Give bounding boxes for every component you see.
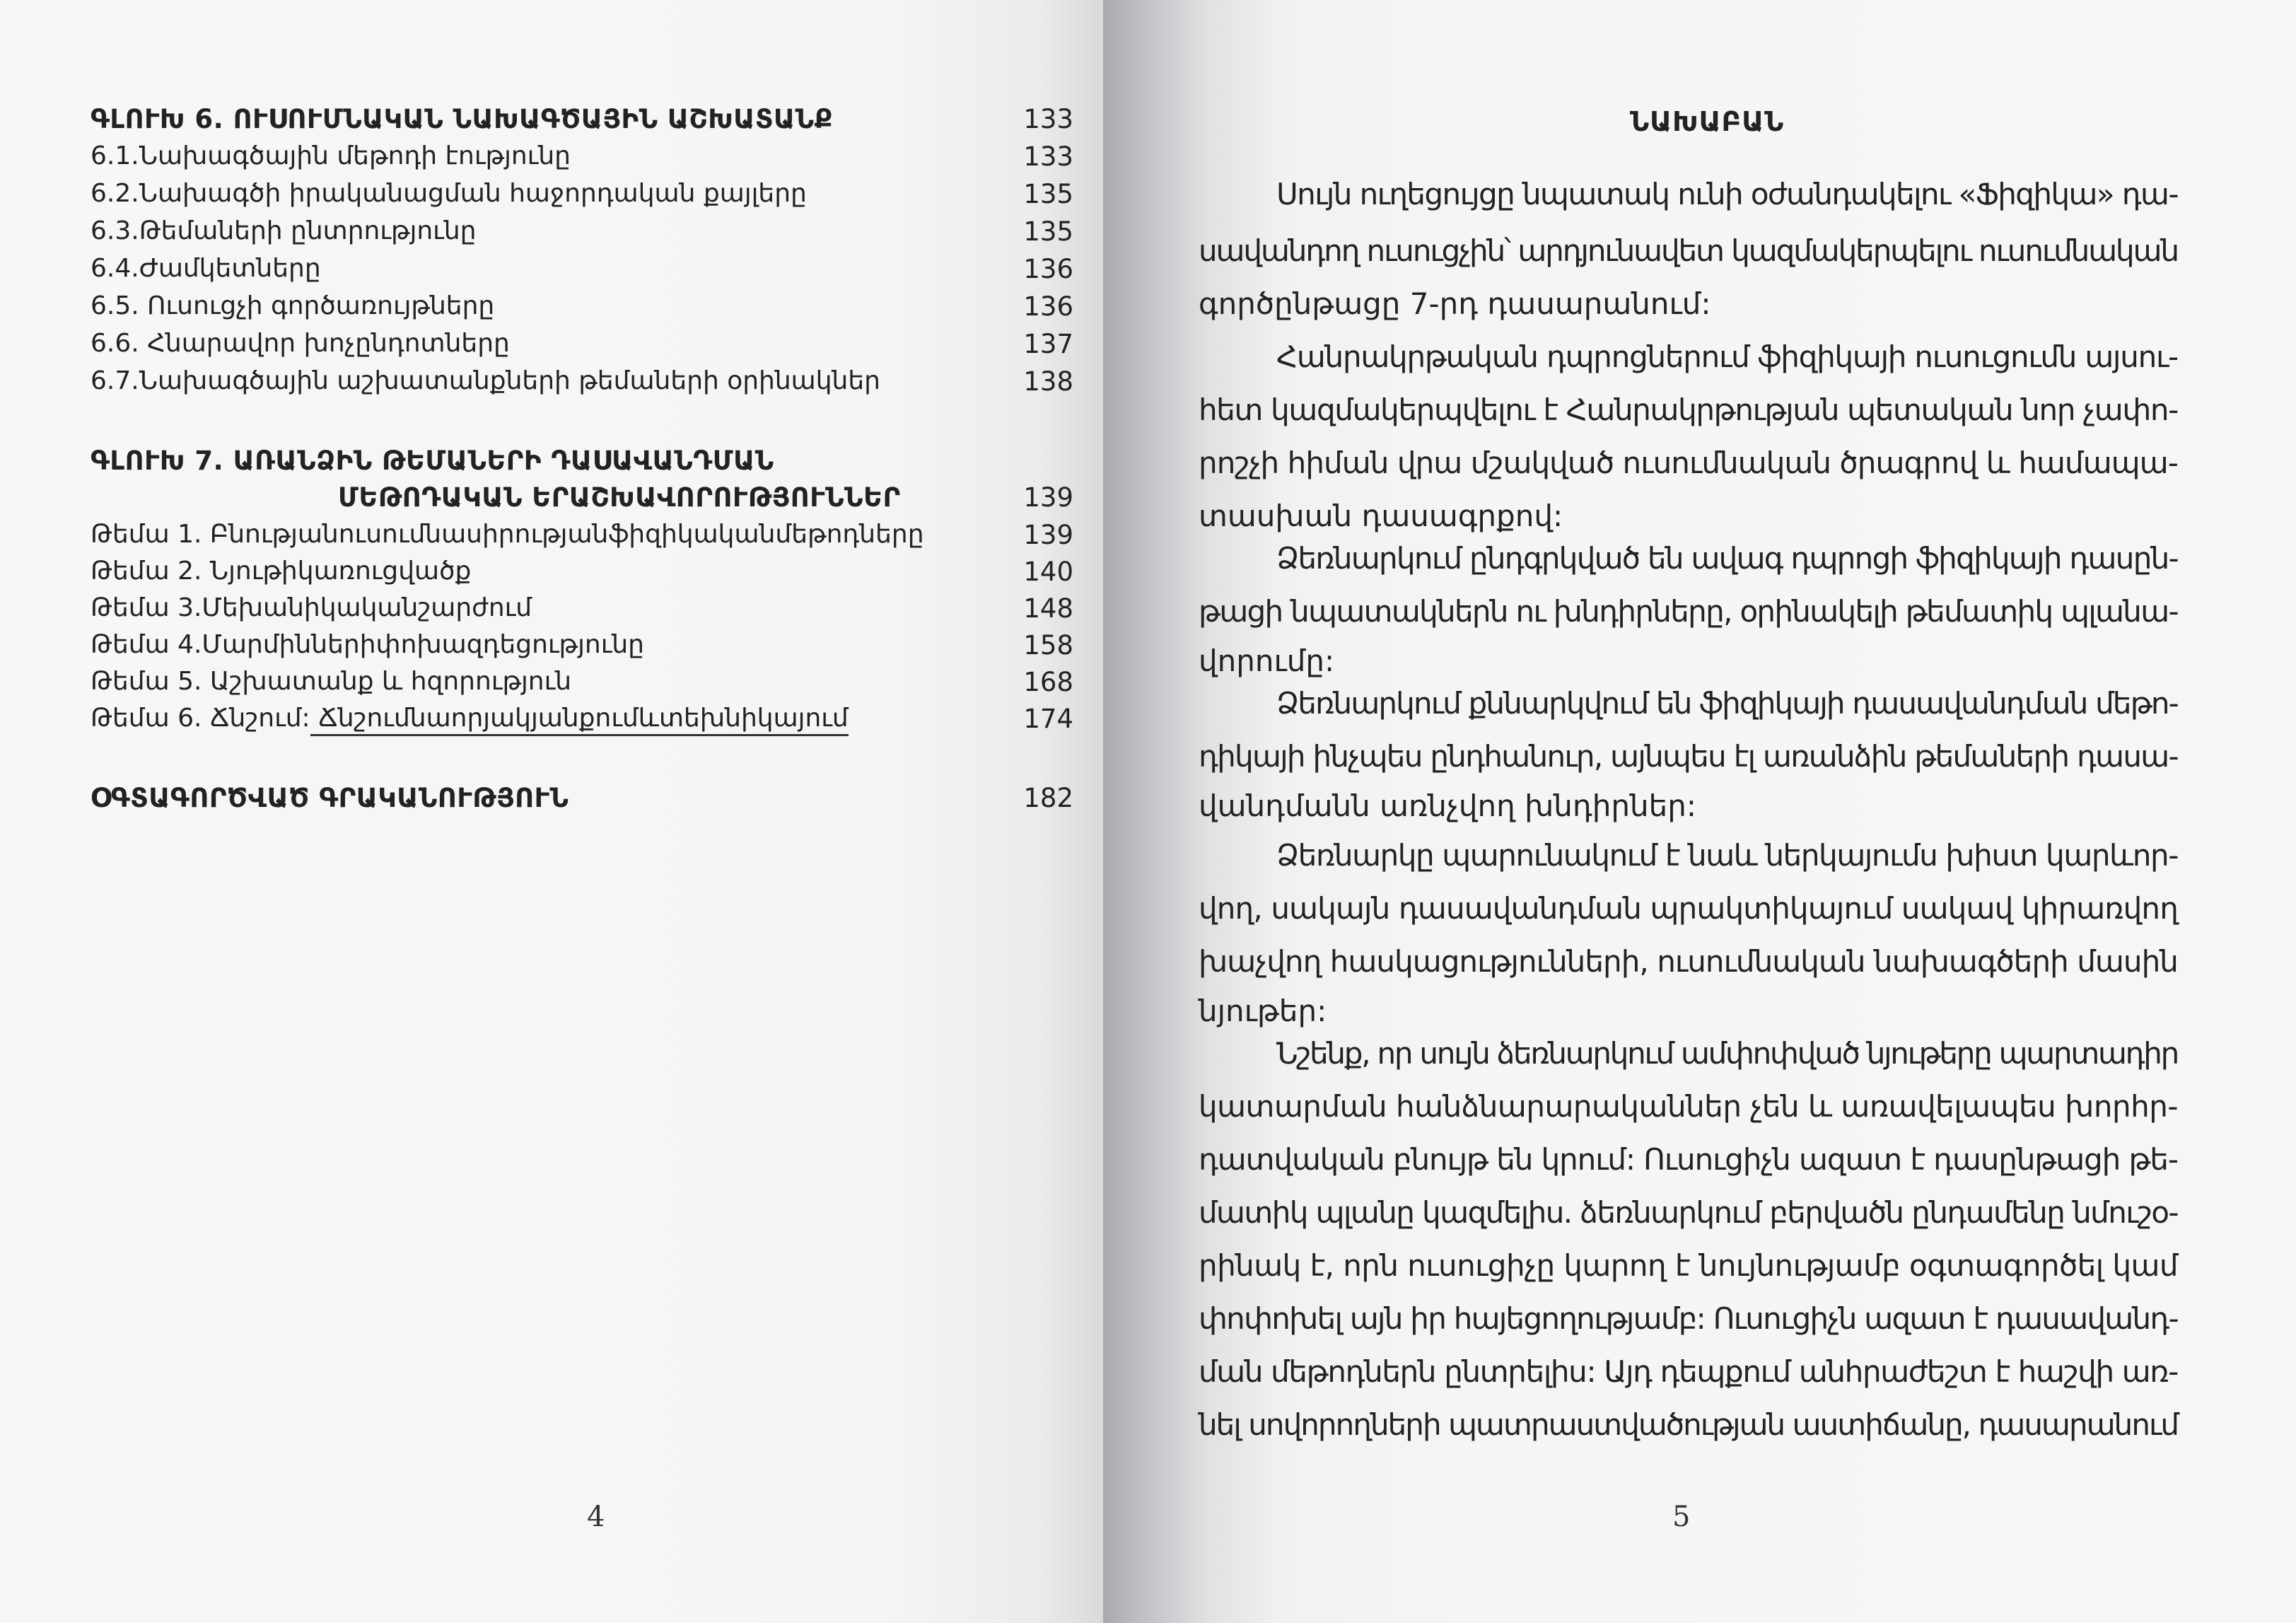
toc-page-number: 182 bbox=[1023, 783, 1073, 813]
toc-entry bbox=[91, 366, 1073, 403]
left-page-number: 4 bbox=[587, 1501, 605, 1533]
toc-page-number: 138 bbox=[1023, 366, 1073, 397]
right-page-number: 5 bbox=[1672, 1501, 1691, 1533]
toc-entry bbox=[91, 783, 1073, 820]
toc-label: Թեմա 2. Նյութիկառուցվածք bbox=[91, 557, 472, 586]
preface-line: նել սովորողների պատրաստվածության աստիճանը, դասարանում bbox=[1199, 1407, 2178, 1442]
preface-line: դիկայի ինչպես ընդհանուր, այնպես էլ առանձին թեմաների դասա- bbox=[1199, 739, 2178, 774]
preface-line: Ձեռնարկում ընդգրկված են ավագ դպրոցի ֆիզիկայի դասըն- bbox=[1276, 541, 2178, 576]
toc-label: 6.7.Նախագծային աշխատանքների թեմաների օրինակներ bbox=[91, 366, 880, 395]
toc-entry bbox=[91, 141, 1073, 178]
preface-line: Նշենք, որ սույն ձեռնարկում ամփոփված նյութերը պարտադիր bbox=[1276, 1036, 2178, 1071]
toc-label: Թեմա 5. Աշխատանք և հզորություն bbox=[91, 667, 572, 696]
toc-page-number: 135 bbox=[1023, 216, 1073, 247]
preface-line: սավանդող ուսուցչին՝ արդյունավետ կազմակերպելու ուսումնական bbox=[1199, 233, 2178, 268]
toc-label: ԳԼՈՒԽ 6. ՈՒՍՈՒՄՆԱԿԱՆ ՆԱԽԱԳԾԱՅԻՆ ԱՇԽԱՏԱՆՔ bbox=[91, 104, 833, 134]
toc-label-main: Թեմա 6. Ճնշում: bbox=[91, 704, 310, 733]
toc-label: Թեմա 3.Մեխանիկականշարժում bbox=[91, 593, 532, 622]
toc-entry bbox=[91, 630, 1073, 667]
preface-line: կատարման հանձնարարականներ չեն և առավելապես խորհր- bbox=[1199, 1089, 2178, 1124]
toc-label: ԳԼՈՒԽ 7. ԱՌԱՆՁԻՆ ԹԵՄԱՆԵՐԻ ԴԱՍԱՎԱՆԴՄԱՆ bbox=[91, 446, 774, 476]
toc-label: 6.3.Թեմաների ընտրությունը bbox=[91, 216, 477, 245]
preface-line: հետ կազմակերպվելու է Հանրակրթության պետական նոր չափո- bbox=[1199, 392, 2178, 427]
toc-entry bbox=[91, 520, 1073, 557]
toc-page-number: 140 bbox=[1023, 557, 1073, 587]
toc-label: 6.6. Հնարավոր խոչընդոտները bbox=[91, 329, 510, 358]
toc-page-number: 137 bbox=[1023, 329, 1073, 359]
preface-line: խաչվող հասկացությունների, ուսումնական նախագծերի մասին bbox=[1199, 944, 2178, 979]
toc-label: 6.1.Նախագծային մեթոդի էությունը bbox=[91, 141, 571, 170]
toc-entry bbox=[91, 104, 1073, 141]
toc-page-number: 136 bbox=[1023, 291, 1073, 322]
preface-line: վանդմանն առնչվող խնդիրներ: bbox=[1199, 789, 1696, 823]
preface-line: մատիկ պլանը կազմելիս. ձեռնարկում բերվածն ընդամենը նմուշօ- bbox=[1199, 1195, 2178, 1230]
toc-page-number: 135 bbox=[1023, 179, 1073, 209]
preface-line: Հանրակրթական դպրոցներում ֆիզիկայի ուսուցումն այսու- bbox=[1276, 339, 2178, 374]
toc-label: ՕԳՏԱԳՈՐԾՎԱԾ ԳՐԱԿԱՆՈՒԹՅՈՒՆ bbox=[91, 783, 569, 813]
toc-page-number: 133 bbox=[1023, 141, 1073, 172]
preface-line: Սույն ուղեցույցը նպատակ ունի օժանդակելու «Ֆիզիկա» դա- bbox=[1276, 177, 2178, 211]
preface-line: րոշչի հիման վրա մշակված ուսումնական ծրագրով և համապա- bbox=[1199, 446, 2178, 480]
toc-entry bbox=[91, 593, 1073, 630]
toc-entry bbox=[91, 179, 1073, 216]
preface-line: վորումը: bbox=[1199, 644, 1335, 678]
preface-title: ՆԱԽԱԲԱՆ bbox=[1630, 106, 1785, 137]
toc-entry bbox=[91, 667, 1073, 704]
preface-line: թացի նպատակներն ու խնդիրները, օրինակելի թեմատիկ պլանա- bbox=[1199, 594, 2178, 629]
preface-line: նյութեր: bbox=[1199, 994, 1327, 1028]
toc-entry bbox=[91, 216, 1073, 253]
preface-line: փոփոխել այն իր հայեցողությամբ: Ուսուցիչն ազատ է դասավանդ- bbox=[1199, 1301, 2178, 1336]
toc-page-number: 139 bbox=[1023, 482, 1073, 513]
toc-entry bbox=[91, 446, 1073, 523]
toc-page-number: 174 bbox=[1023, 704, 1073, 734]
toc-label bbox=[91, 704, 849, 733]
preface-line: դատվական բնույթ են կրում: Ուսուցիչն ազատ է դասընթացի թե- bbox=[1199, 1142, 2178, 1177]
toc-page-number: 133 bbox=[1023, 104, 1073, 134]
left-page bbox=[0, 0, 1103, 1623]
toc-page-number: 136 bbox=[1023, 254, 1073, 284]
preface-line: գործընթացը 7-րդ դասարանում: bbox=[1199, 286, 1711, 321]
toc-entry bbox=[91, 329, 1073, 366]
toc-page-number: 168 bbox=[1023, 667, 1073, 697]
toc-page-number: 148 bbox=[1023, 593, 1073, 624]
preface-line: Ձեռնարկում քննարկվում են ֆիզիկայի դասավանդման մեթո- bbox=[1276, 686, 2178, 721]
toc-label-underlined: Ճնշումնաորյակյանքումևտեխնիկայում bbox=[310, 704, 849, 736]
preface-line: վող, սակայն դասավանդման պրակտիկայում սակավ կիրառվող bbox=[1199, 891, 2178, 926]
toc-label: 6.2.Նախագծի իրականացման հաջորդական քայլերը bbox=[91, 179, 807, 208]
preface-line: տասխան դասագրքով: bbox=[1199, 499, 1563, 533]
preface-line: ման մեթոդներն ընտրելիս: Այդ դեպքում անհրաժեշտ է հաշվի առ- bbox=[1199, 1354, 2178, 1389]
toc-entry bbox=[91, 291, 1073, 328]
toc-page-number: 158 bbox=[1023, 630, 1073, 661]
toc-label: Թեմա 4.Մարմիններիփոխազդեցությունը bbox=[91, 630, 644, 659]
preface-line: րինակ է, որն ուսուցիչը կարող է նույնությամբ օգտագործել կամ bbox=[1199, 1248, 2178, 1283]
toc-sublabel: ՄԵԹՈԴԱԿԱՆ ԵՐԱՇԽԱՎՈՐՈՒԹՅՈՒՆՆԵՐ bbox=[338, 482, 901, 513]
toc-entry bbox=[91, 557, 1073, 593]
toc-label: 6.5. Ուսուցչի գործառույթները bbox=[91, 291, 495, 320]
toc-label: Թեմա 1. Բնությանուսումնասիրությանֆիզիկականմեթոդները bbox=[91, 520, 924, 549]
toc-page-number: 139 bbox=[1023, 520, 1073, 550]
preface-line: Ձեռնարկը պարունակում է նաև ներկայումս խիստ կարևոր- bbox=[1276, 838, 2178, 873]
toc-entry bbox=[91, 704, 1073, 740]
toc-entry bbox=[91, 254, 1073, 291]
toc-label: 6.4.Ժամկետները bbox=[91, 254, 321, 283]
